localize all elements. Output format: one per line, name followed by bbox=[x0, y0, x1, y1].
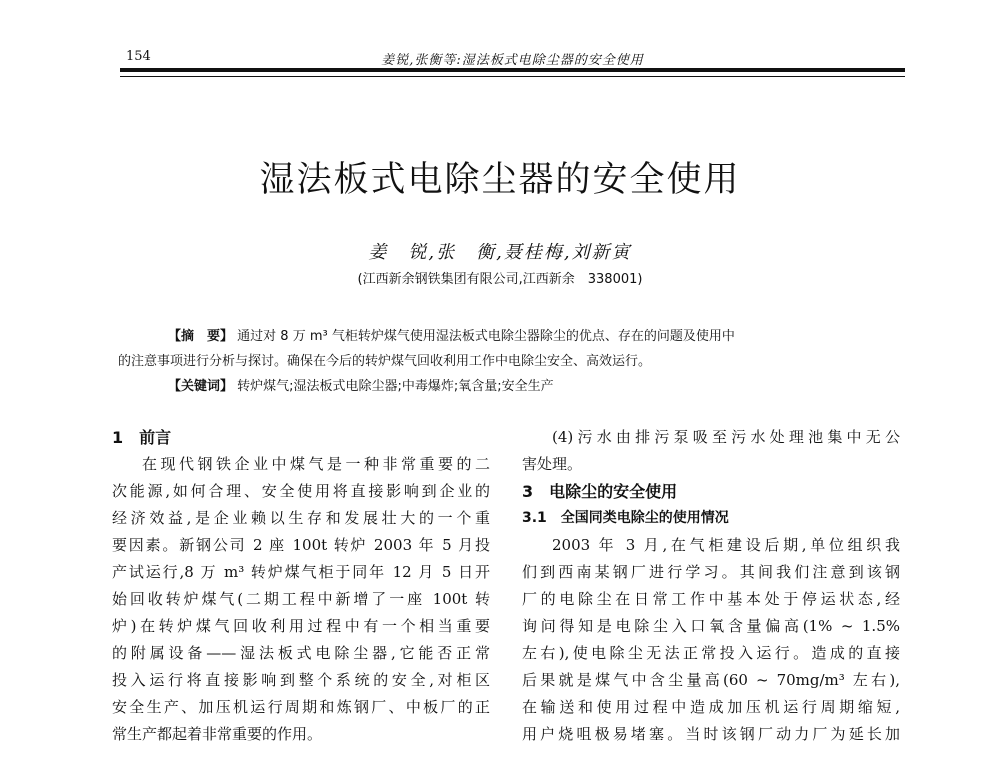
section-heading-1: 1 前言 bbox=[112, 428, 172, 447]
body-line: 在现代钢铁企业中煤气是一种非常重要的二 bbox=[142, 455, 490, 473]
body-line: 的附属设备——湿法板式电除尘器,它能否正常 bbox=[112, 644, 490, 662]
body-line: (4)污水由排污泵吸至污水处理池集中无公 bbox=[552, 428, 900, 446]
body-line: 常生产都起着非常重要的作用。 bbox=[112, 725, 323, 743]
body-line: 始回收转炉煤气(二期工程中新增了一座 100t 转 bbox=[112, 590, 490, 608]
body-line: 害处理。 bbox=[522, 455, 583, 473]
authors: 姜 锐,张 衡,聂桂梅,刘新寅 bbox=[368, 242, 632, 263]
body-line: 后果就是煤气中含尘量高(60 ~ 70mg/m³ 左右), bbox=[522, 671, 900, 689]
page-number: 154 bbox=[126, 49, 151, 64]
affiliation: (江西新余钢铁集团有限公司,江西新余 338001) bbox=[357, 272, 643, 287]
paper-title: 湿法板式电除尘器的安全使用 bbox=[259, 160, 741, 200]
body-line: 次能源,如何合理、安全使用将直接影响到企业的 bbox=[112, 482, 490, 500]
body-line: 在输送和使用过程中造成加压机运行周期缩短, bbox=[522, 698, 900, 716]
abstract-text-1: 通过对 8 万 m³ 气柜转炉煤气使用湿法板式电除尘器除尘的优点、存在的问题及使用中 bbox=[237, 329, 735, 344]
body-line: 产试运行,8 万 m³ 转炉煤气柜于同年 12 月 5 日开 bbox=[112, 563, 490, 581]
subsection-heading-3-1: 3.1 全国同类电除尘的使用情况 bbox=[522, 510, 729, 526]
abstract-label: 【摘 要】 bbox=[168, 329, 234, 344]
keywords-text: 转炉煤气;湿法板式电除尘器;中毒爆炸;氧含量;安全生产 bbox=[237, 379, 554, 394]
body-line: 询问得知是电除尘入口氧含量偏高(1% ~ 1.5% bbox=[522, 617, 900, 635]
body-line: 炉)在转炉煤气回收利用过程中有一个相当重要 bbox=[112, 617, 490, 635]
keywords-line bbox=[118, 374, 908, 399]
running-header bbox=[120, 49, 905, 67]
abstract-line-1 bbox=[118, 324, 908, 349]
running-title: 姜锐,张衡等:湿法板式电除尘器的安全使用 bbox=[381, 53, 644, 68]
body-line: 2003 年 3 月,在气柜建设后期,单位组织我 bbox=[552, 536, 900, 554]
body-line: 投入运行将直接影响到整个系统的安全,对柜区 bbox=[112, 671, 490, 689]
body-line: 厂的电除尘在日常工作中基本处于停运状态,经 bbox=[522, 590, 900, 608]
header-rule-thick bbox=[120, 68, 905, 72]
body-line: 们到西南某钢厂进行学习。其间我们注意到该钢 bbox=[522, 563, 900, 581]
abstract-line-2: 的注意事项进行分析与探讨。确保在今后的转炉煤气回收利用工作中电除尘安全、高效运行。 bbox=[118, 354, 652, 369]
section-heading-3: 3 电除尘的安全使用 bbox=[522, 482, 678, 501]
left-column bbox=[112, 424, 490, 748]
body-line: 用户烧咀极易堵塞。当时该钢厂动力厂为延长加 bbox=[522, 725, 900, 743]
body-line: 左右),使电除尘无法正常投入运行。造成的直接 bbox=[522, 644, 900, 662]
body-line: 要因素。新钢公司 2 座 100t 转炉 2003 年 5 月投 bbox=[112, 536, 490, 554]
body-line: 安全生产、加压机运行周期和炼钢厂、中板厂的正 bbox=[112, 698, 490, 716]
abstract bbox=[118, 324, 908, 399]
right-column bbox=[522, 424, 900, 748]
body-line: 经济效益,是企业赖以生存和发展壮大的一个重 bbox=[112, 509, 490, 527]
keywords-label: 【关键词】 bbox=[168, 379, 234, 394]
header-rule-thin bbox=[120, 76, 905, 77]
